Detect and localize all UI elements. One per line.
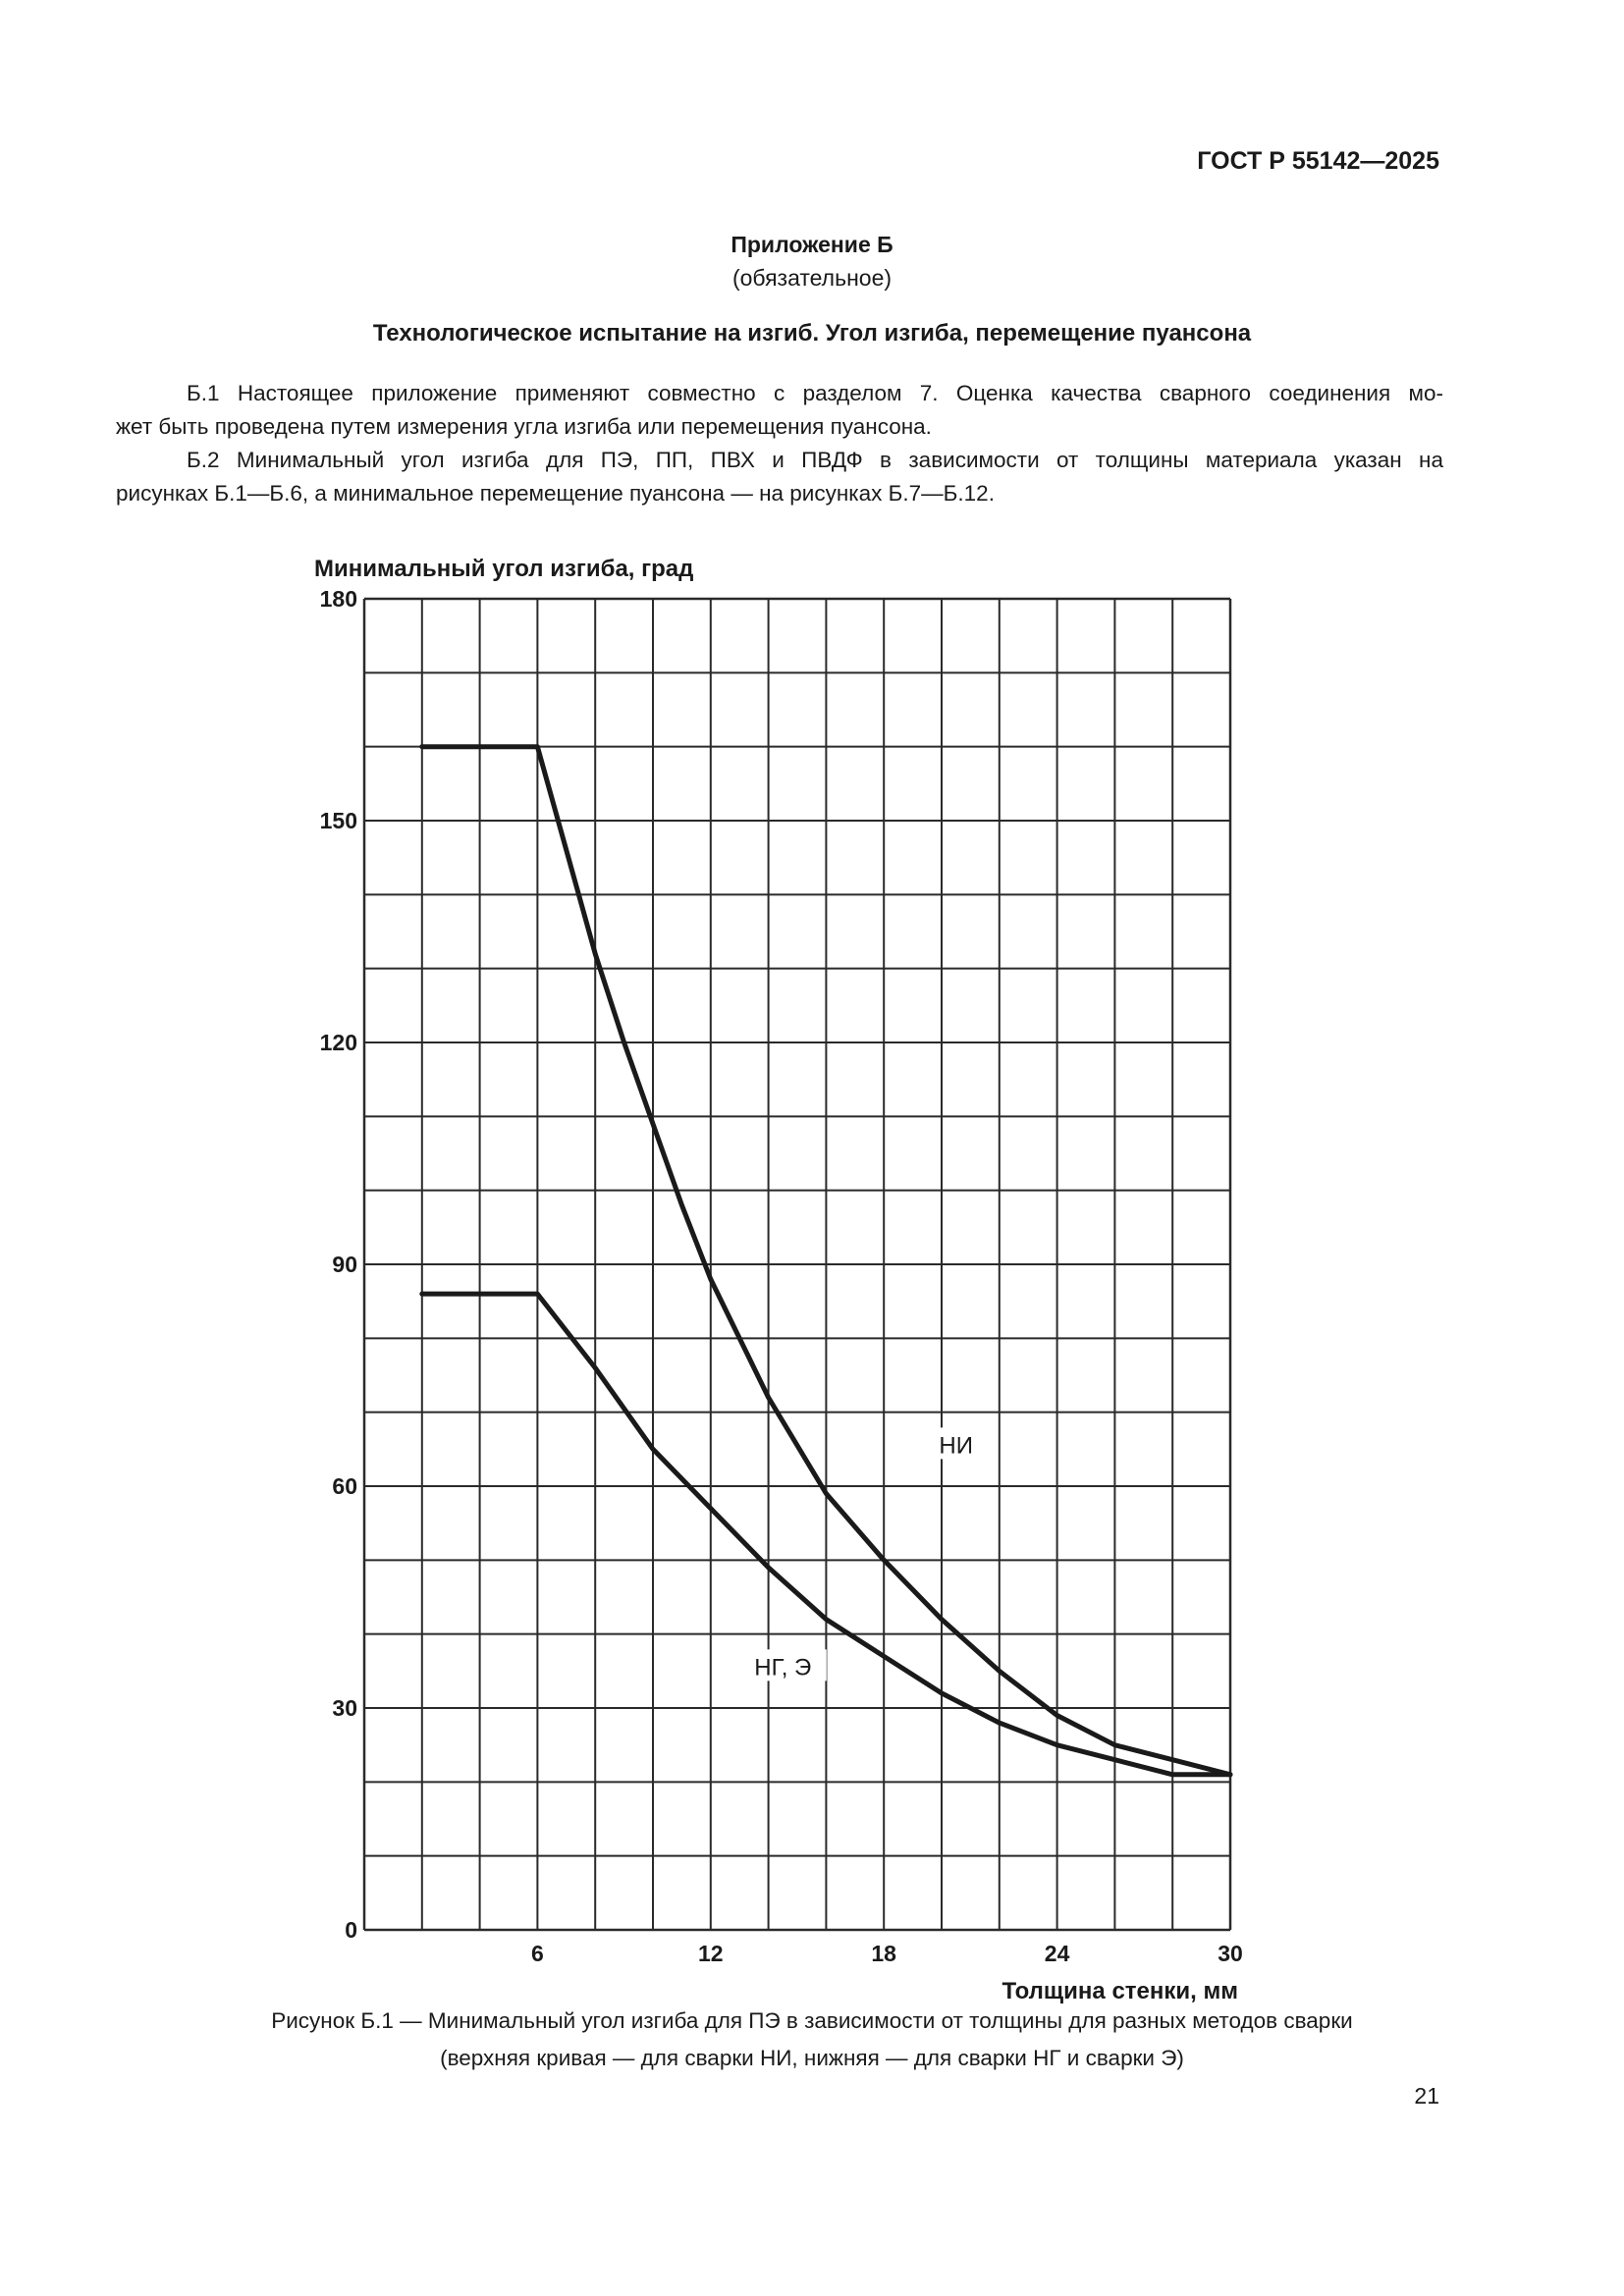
x-tick-label: 18 [871, 1941, 896, 1966]
curve-label: НГ, Э [754, 1654, 812, 1682]
y-tick-label: 150 [319, 808, 357, 833]
paragraph-line: Б.1 Настоящее приложение применяют совместно с разделом 7. Оценка качества сварного соединения мо- [187, 381, 1443, 405]
x-tick-label: 24 [1044, 1941, 1070, 1966]
y-tick-label: 0 [345, 1917, 357, 1943]
section-title: Технологическое испытание на изгиб. Угол изгиба, перемещение пуансона [372, 320, 1252, 347]
annex-status: (обязательное) [731, 265, 893, 291]
y-tick-label: 180 [319, 586, 357, 612]
paragraph-line: жет быть проведена путем измерения угла изгиба или перемещения пуансона. [116, 414, 932, 439]
annex-title: Приложение Б [731, 232, 893, 257]
y-axis-label: Минимальный угол изгиба, град [314, 556, 694, 582]
curve-label: НИ [939, 1432, 973, 1460]
x-tick-label: 12 [698, 1941, 724, 1966]
y-tick-label: 30 [332, 1695, 357, 1721]
paragraph-line: рисунках Б.1—Б.6, а минимальное перемещение пуансона — на рисунках Б.7—Б.12. [116, 481, 995, 506]
y-tick-label: 90 [332, 1252, 357, 1277]
x-tick-label: 6 [531, 1941, 544, 1966]
x-axis-label: Толщина стенки, мм [1001, 1978, 1238, 2004]
document-code: ГОСТ Р 55142—2025 [1197, 147, 1439, 175]
figure-caption-line: (верхняя кривая — для сварки НИ, нижняя — для сварки НГ и сварки Э) [440, 2046, 1184, 2070]
y-tick-label: 60 [332, 1473, 357, 1499]
page-number: 21 [1414, 2083, 1439, 2109]
paragraph-line: Б.2 Минимальный угол изгиба для ПЭ, ПП, ПВХ и ПВДФ в зависимости от толщины материала указан на [187, 448, 1443, 472]
x-tick-label: 30 [1218, 1941, 1243, 1966]
figure-caption [0, 2002, 1624, 2077]
figure-caption-line: Рисунок Б.1 — Минимальный угол изгиба для ПЭ в зависимости от толщины для разных методов сварки [271, 2008, 1353, 2033]
y-tick-label: 120 [319, 1030, 357, 1055]
